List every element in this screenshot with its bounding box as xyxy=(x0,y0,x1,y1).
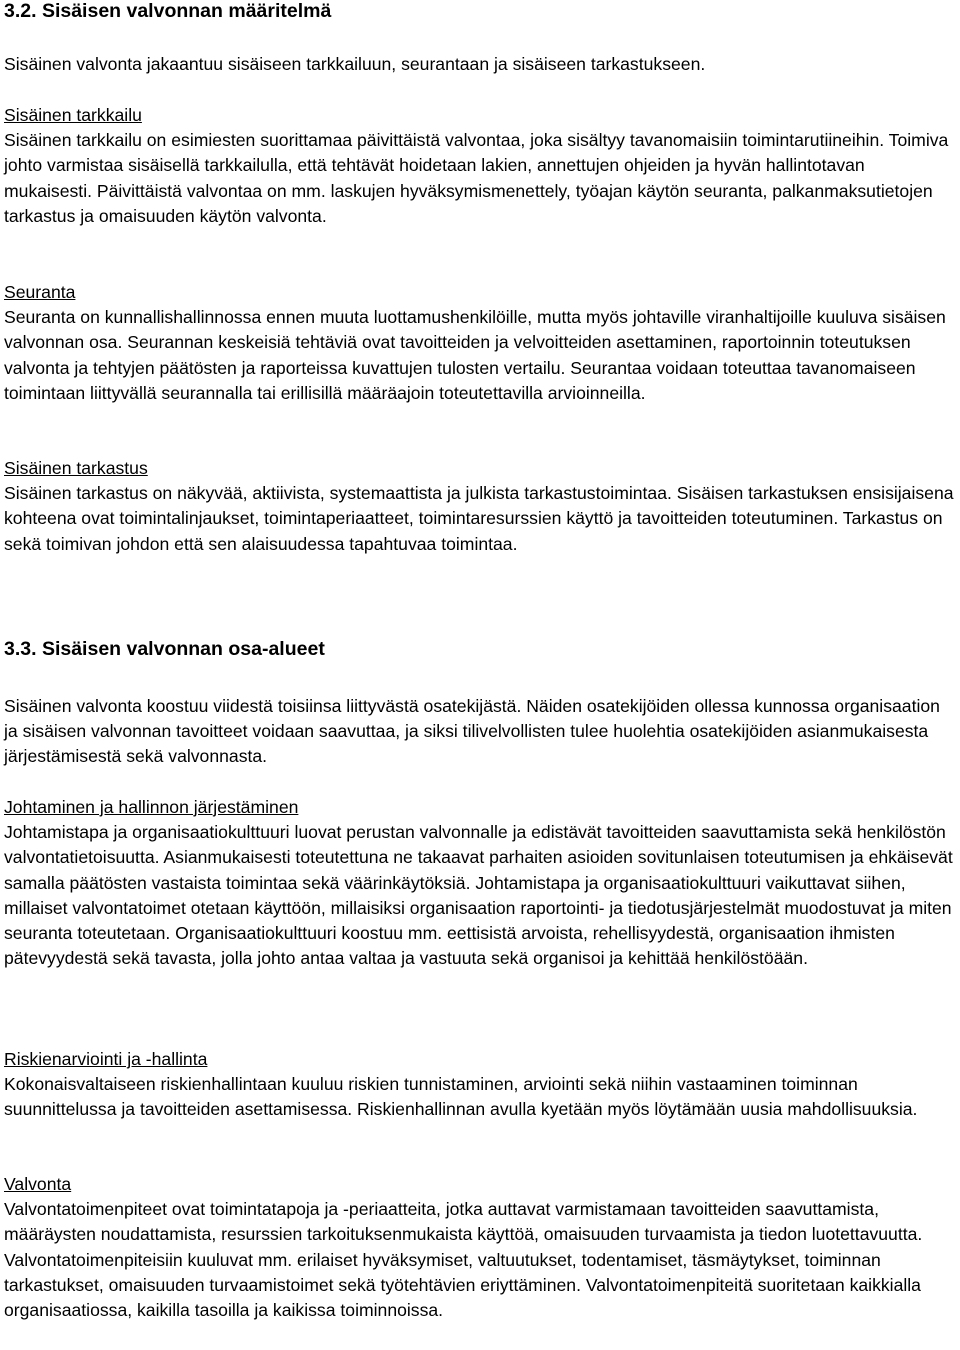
seuranta-block xyxy=(4,280,956,406)
section-3-2-title: 3.2. Sisäisen valvonnan määritelmä xyxy=(4,0,332,22)
tarkastus-heading: Sisäinen tarkastus xyxy=(4,458,148,478)
valvonta-heading: Valvonta xyxy=(4,1174,72,1194)
tarkkailu-text: Sisäinen tarkkailu on esimiesten suorittamaa päivittäistä valvontaa, joka sisältyy tavanomaisiin toimintarutiineihin. Toimiva johto varmistaa sisäisellä tarkkailulla, että tehtävät hoidetaan lakien, annettujen ohjeiden ja hyvän hallintotavan mukaisesti. Päivittäistä valvontaa on mm. laskujen hyväksymismenettely, työajan käytön seuranta, palkanmaksutietojen tarkastus ja omaisuuden käytön valvonta. xyxy=(4,130,949,226)
johtaminen-block xyxy=(4,795,956,971)
valvonta-text: Valvontatoimenpiteet ovat toimintatapoja ja -periaatteita, jotka auttavat varmistamaan tavoitteiden saavuttamista, määräysten noudattamista, resurssien tarkoituksenmukaista käyttöä, omaisuuden turvaamista ja tiedon luotettavuutta. Valvontatoimenpiteisiin kuuluvat mm. erilaiset hyväksymiset, valtuutukset, todentamiset, täsmäytykset, toiminnan tarkastukset, omaisuuden turvaamistoimet sekä työtehtävien eriyttäminen. Valvontatoimenpiteitä suoritetaan kaikkialla organisaatiossa, kaikilla tasoilla ja kaikissa toiminnoissa. xyxy=(4,1199,923,1321)
riskienarviointi-block xyxy=(4,1047,956,1123)
seuranta-heading: Seuranta xyxy=(4,282,76,302)
valvonta-block xyxy=(4,1172,956,1323)
johtaminen-text: Johtamistapa ja organisaatiokulttuuri luovat perustan valvonnalle ja edistävät tavoitteiden saavuttamista sekä henkilöstön valvontatietoisuutta. Asianmukaisesti toteutettuna ne takaavat parhaiten asioiden sovitunlaisen toteutumisen ja ehkäisevät samalla päätösten vastaista toimintaa sekä väärinkäytöksiä. Johtamistapa ja organisaatiokulttuuri vaikuttavat siihen, millaiset valvontatoimet otetaan käyttöön, millaisiksi organisaation raportointi- ja tiedotusjärjestelmät muodostuvat ja miten seuranta toteutetaan. Organisaatiokulttuuri koostuu mm. eettisistä arvoista, rehellisyydestä, organisaation ihmisten pätevyydestä sekä tavasta, jolla johto antaa valtaa ja vastuuta sekä organisoi ja kehittää henkilöstöään. xyxy=(4,822,953,969)
section-3-3-title: 3.3. Sisäisen valvonnan osa-alueet xyxy=(4,638,325,660)
section-3-3-intro-block xyxy=(4,694,956,770)
section-3-3-intro: Sisäinen valvonta koostuu viidestä toisiinsa liittyvästä osatekijästä. Näiden osatekijöiden ollessa kunnossa organisaation ja sisäisen valvonnan tavoitteet voidaan saavuttaa, ja siksi tilivelvollisten tulee huolehtia osatekijöiden asianmukaisesta järjestämisestä sekä valvonnasta. xyxy=(4,696,940,767)
section-3-2-intro: Sisäinen valvonta jakaantuu sisäiseen tarkkailuun, seurantaan ja sisäiseen tarkastukseen. xyxy=(4,54,706,74)
johtaminen-heading: Johtaminen ja hallinnon järjestäminen xyxy=(4,797,299,817)
tarkkailu-heading: Sisäinen tarkkailu xyxy=(4,105,142,125)
tarkastus-block xyxy=(4,456,956,557)
riskienarviointi-text: Kokonaisvaltaiseen riskienhallintaan kuuluu riskien tunnistaminen, arviointi sekä niihin vastaaminen toiminnan suunnittelussa ja tavoitteiden asettamisessa. Riskienhallinnan avulla kyetään myös löytämään uusia mahdollisuuksia. xyxy=(4,1074,918,1120)
seuranta-text: Seuranta on kunnallishallinnossa ennen muuta luottamushenkilöille, mutta myös johtaville viranhaltijoille kuuluva sisäisen valvonnan osa. Seurannan keskeisiä tehtäviä ovat tavoitteiden ja velvoitteiden asettaminen, raportoinnin toteutuksen valvonta ja tehtyjen päätösten ja raporteissa kuvattujen tulosten vertailu. Seurantaa voidaan toteuttaa tavanomaiseen toimintaan liittyvällä seurannalla tai erillisillä määräajoin toteutettavilla arvioinneilla. xyxy=(4,307,946,403)
tarkastus-text: Sisäinen tarkastus on näkyvää, aktiivista, systemaattista ja julkista tarkastustoimintaa. Sisäisen tarkastuksen ensisijaisena kohteena ovat toimintalinjaukset, toimintaperiaatteet, toimintaresurssien käyttö ja tavoitteiden toteutuminen. Tarkastus on sekä toimivan johdon että sen alaisuudessa tapahtuvaa toimintaa. xyxy=(4,483,954,554)
riskienarviointi-heading: Riskienarviointi ja -hallinta xyxy=(4,1049,208,1069)
section-3-2-intro-block xyxy=(4,52,956,77)
tarkkailu-block xyxy=(4,103,956,229)
